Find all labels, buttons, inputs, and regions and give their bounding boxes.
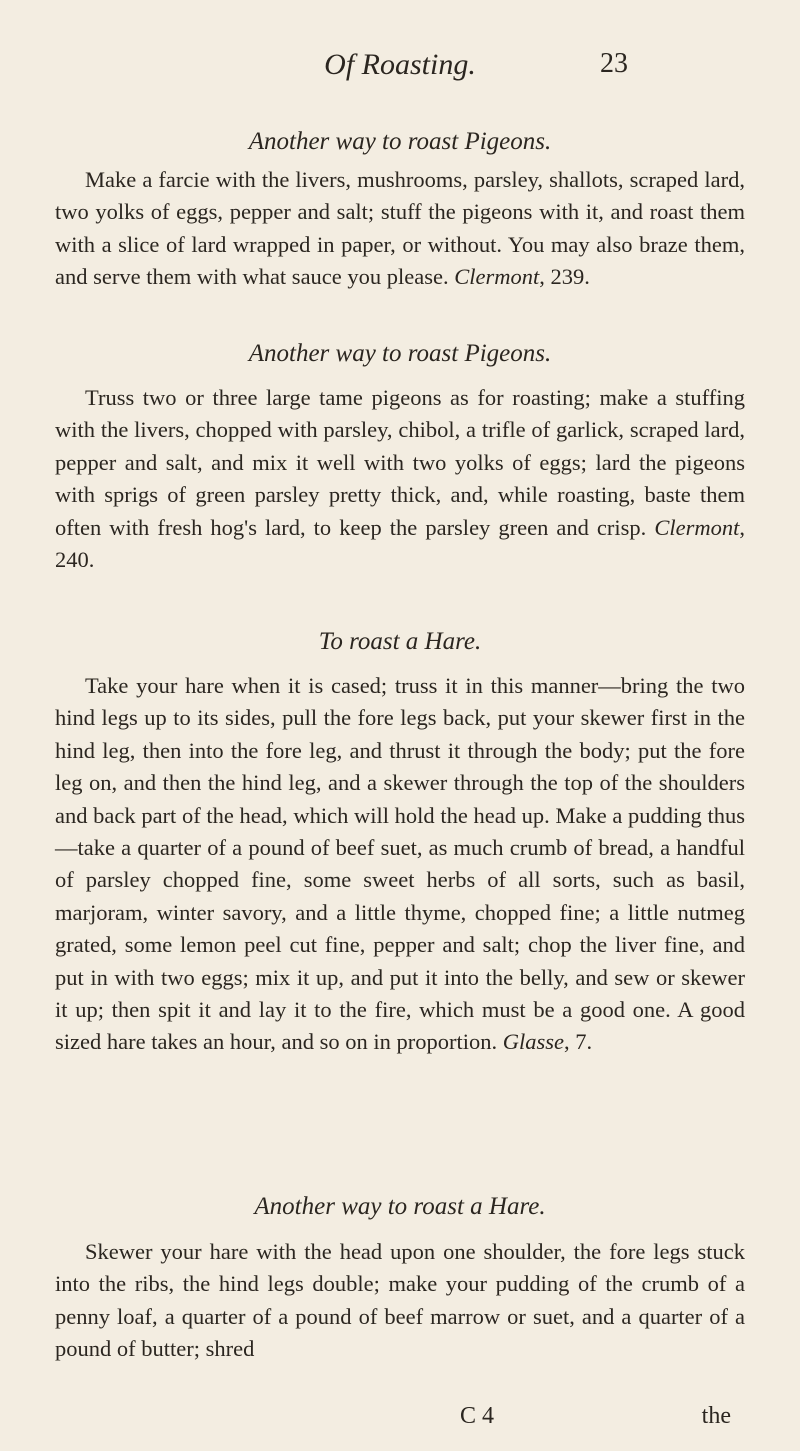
recipe-paragraph: Truss two or three large tame pigeons as for roasting; make a stuffing with the livers, chopped with parsley, chibol, a trifle of garlick, scraped lard, pepper and salt, and mix it well with two yolks of eggs; lard the pigeons with sprigs of green parsley pretty thick, and, while roasting, baste them often with fresh hog's lard, to keep the parsley green and crisp. Clermont, 240.	[55, 385, 746, 573]
running-head	[0, 48, 800, 88]
section-heading: Another way to roast a Hare.	[254, 1193, 546, 1220]
recipe-paragraph	[55, 1236, 745, 1366]
signature-mark: C 4	[460, 1403, 495, 1429]
recipe-paragraph: Make a farcie with the livers, mushrooms, parsley, shallots, scraped lard, two yolks of eggs, pepper and salt; stuff the pigeons with it, and roast them with a slice of lard wrapped in paper, or without. You may also braze them, and serve them with what sauce you please. Clermont, 239.	[55, 167, 745, 290]
recipe-text: Make a farcie with the livers, mushrooms, parsley, shallots, scraped lard, two yolks of eggs, pepper and salt; stuff the pigeons with it, and roast them with a slice of lard wrapped in paper, or without. You may also braze them, and serve them with what sauce you please.	[55, 167, 745, 290]
running-title: Of Roasting.	[324, 48, 476, 81]
recipe-source: Glasse	[502, 1029, 564, 1055]
recipe-source: Clermont	[654, 514, 740, 540]
page-footer	[55, 1403, 745, 1435]
recipe-paragraph: Take your hare when it is cased; truss it in this manner—bring the two hind legs up to its sides, pull the fore legs back, put your skewer first in the hind leg, then into the fore leg, and thrust it through the body; put the fore leg on, and then the hind leg, and a skewer through the top of the shoulders and back part of the head, which will hold the head up. Make a pudding thus—take a quarter of a pound of beef suet, as much crumb of bread, a handful of parsley chopped fine, some sweet herbs of all sorts, such as basil, marjoram, winter savory, and a little thyme, chopped fine; a little nutmeg grated, some lemon peel cut fine, pepper and salt; chop the liver fine, and put in with two eggs; mix it up, and put it into the belly, and sew or skewer it up; then spit it and lay it to the fire, which must be a good one. A good sized hare takes an hour, and so on in proportion. Glasse, 7.	[55, 673, 745, 1055]
recipe-reference: 239.	[550, 264, 590, 290]
section-heading: Another way to roast Pigeons.	[248, 128, 552, 155]
catchword: the	[701, 1403, 731, 1429]
recipe-reference: 7.	[575, 1029, 593, 1055]
recipe-text: Skewer your hare with the head upon one shoulder, the fore legs stuck into the ribs, the hind legs double; make your pudding of the crumb of a penny loaf, a quarter of a pound of beef marrow or suet, and a quarter of a pound of butter; shred	[55, 1239, 745, 1362]
section-heading: To roast a Hare.	[318, 628, 482, 655]
section-heading: Another way to roast Pigeons.	[248, 340, 552, 367]
page-number: 23	[600, 48, 628, 79]
recipe-reference: 240.	[55, 547, 95, 573]
recipe-text: Truss two or three large tame pigeons as for roasting; make a stuffing with the livers, chopped with parsley, chibol, a trifle of garlick, scraped lard, pepper and salt, and mix it well with two yolks of eggs; lard the pigeons with sprigs of green parsley pretty thick, and, while roasting, baste them often with fresh hog's lard, to keep the parsley green and crisp.	[55, 385, 745, 540]
recipe-source: Clermont	[454, 264, 540, 290]
recipe-text: Take your hare when it is cased; truss it in this manner—bring the two hind legs up to its sides, pull the fore legs back, put your skewer first in the hind leg, then into the fore leg, and thrust it through the body; put the fore leg on, and then the hind leg, and a skewer through the top of the shoulders and back part of the head, which will hold the head up. Make a pudding thus—take a quarter of a pound of beef suet, as much crumb of bread, a handful of parsley chopped fine, some sweet herbs of all sorts, such as basil, marjoram, winter savory, and a little thyme, chopped fine; a little nutmeg grated, some lemon peel cut fine, pepper and salt; chop the liver fine, and put in with two eggs; mix it up, and put it into the belly, and sew or skewer it up; then spit it and lay it to the fire, which must be a good one. A good sized hare takes an hour, and so on in proportion.	[55, 673, 745, 1055]
